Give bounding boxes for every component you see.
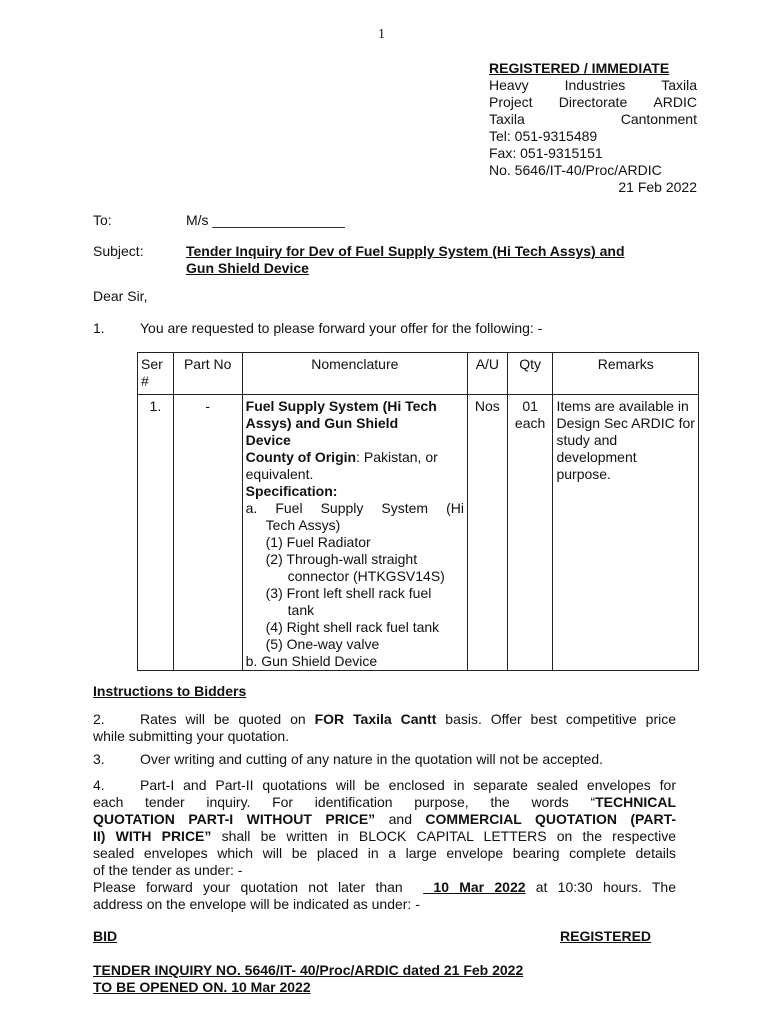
org-word: Project — [489, 94, 533, 110]
col-header-ser: Ser # — [138, 353, 174, 395]
org-word: Heavy — [489, 77, 529, 93]
subject-line: Gun Shield Device — [186, 260, 309, 276]
spec-subitem: (3) Front left shell rack fuel — [265, 585, 432, 601]
cell-qty: 01 each — [507, 395, 553, 671]
spec-subitem: (5) One-way valve — [265, 636, 380, 652]
to-label: To: — [93, 212, 112, 228]
org-word: Cantonment — [620, 111, 697, 127]
col-header-au: A/U — [467, 353, 507, 395]
cell-au: Nos — [467, 395, 507, 671]
spec-item-a-cont: Tech Assys) — [265, 517, 341, 533]
spec-subitem-cont: connector (HTKGSV14S) — [287, 568, 445, 584]
table-header-row — [138, 353, 699, 395]
spec-item-b: b. Gun Shield Device — [245, 653, 378, 669]
col-header-nomenclature: Nomenclature — [242, 353, 467, 395]
spec-subitem: (2) Through-wall straight — [265, 551, 418, 567]
reference-number: No. 5646/IT-40/Proc/ARDIC — [489, 162, 662, 178]
letterhead-block — [489, 60, 697, 196]
org-word: Taxila — [489, 111, 525, 127]
cell-part-no: - — [173, 395, 242, 671]
cell-ser: 1. — [138, 395, 174, 671]
spec-subitem: (4) Right shell rack fuel tank — [265, 619, 440, 635]
envelope-tender-line: TENDER INQUIRY NO. 5646/IT- 40/Proc/ARDIC dated 21 Feb 2022 — [93, 962, 524, 978]
subject-label: Subject: — [93, 243, 144, 259]
para-3-number: 3. — [93, 751, 105, 767]
to-recipient: M/s _________________ — [186, 212, 345, 228]
letter-date: 21 Feb 2022 — [618, 179, 697, 195]
fax: Fax: 051-9315151 — [489, 145, 603, 161]
org-word: Taxila — [661, 77, 697, 93]
org-word: Directorate — [558, 94, 628, 110]
para-2-number: 2. — [93, 711, 105, 727]
items-table — [137, 352, 699, 671]
org-line-2 — [489, 94, 697, 111]
item-title: Fuel Supply System (Hi Tech Assys) and Gun Shield Device — [245, 398, 437, 448]
para-4: 4. Part-I and Part-II quotations will be enclosed in separate sealed envelopes for each tender inquiry. For identification purpose, the words “TECHNICAL QUOTATION PART-I WITHOUT PRICE” and COMMERCIAL QUOTATION (PART- II) WITH PRICE” shall be written in BLOCK CAPITAL LETTERS on the respective sealed envelopes which will be placed in a large envelope bearing complete details of the tender as under: - Please forward your quotation not later than 10 Mar 2022 at 10:30 hours. The address on the envelope will be indicated as under: - — [93, 777, 677, 912]
spec-item-a: a. Fuel Supply System (Hi — [245, 500, 464, 516]
salutation: Dear Sir, — [93, 288, 148, 304]
dispatch-mode: REGISTERED / IMMEDIATE — [489, 60, 670, 76]
country-of-origin-cont: equivalent. — [245, 466, 314, 482]
table-row — [138, 395, 699, 671]
envelope-bid: BID — [93, 928, 118, 944]
forward-instruction: Please forward your quotation not later than 10 Mar 2022 at 10:30 hours. The — [93, 879, 676, 895]
cell-remarks: Items are available in Design Sec ARDIC for study and development purpose. — [553, 395, 699, 671]
subject-line: Tender Inquiry for Dev of Fuel Supply System (Hi Tech Assys) and — [186, 243, 625, 259]
instructions-heading: Instructions to Bidders — [93, 683, 247, 699]
envelope-registered: REGISTERED — [560, 928, 652, 944]
spec-subitem-cont: tank — [287, 602, 315, 618]
org-line-3 — [489, 111, 697, 128]
org-word: Industries — [564, 77, 626, 93]
cell-nomenclature — [242, 395, 467, 671]
para-1-number: 1. — [93, 320, 105, 336]
para-1-text: You are requested to please forward your offer for the following: - — [140, 320, 543, 336]
subject-text — [186, 243, 625, 277]
org-line-1 — [489, 77, 697, 94]
spec-subitem: (1) Fuel Radiator — [265, 534, 371, 550]
col-header-part-no: Part No — [173, 353, 242, 395]
para-3-text: Over writing and cutting of any nature in the quotation will not be accepted. — [140, 751, 604, 767]
specification-label: Specification: — [245, 483, 338, 499]
org-word: ARDIC — [653, 94, 697, 110]
country-of-origin: County of Origin: Pakistan, or — [245, 449, 438, 465]
telephone: Tel: 051-9315489 — [489, 128, 598, 144]
para-2: 2. Rates will be quoted on FOR Taxila Cantt basis. Offer best competitive price while submitting your quotation. — [93, 711, 676, 744]
envelope-open-line: TO BE OPENED ON. 10 Mar 2022 — [93, 979, 311, 995]
page-number: 1 — [378, 27, 385, 42]
col-header-qty: Qty — [507, 353, 553, 395]
col-header-remarks: Remarks — [553, 353, 699, 395]
para-4-number: 4. — [93, 777, 105, 793]
